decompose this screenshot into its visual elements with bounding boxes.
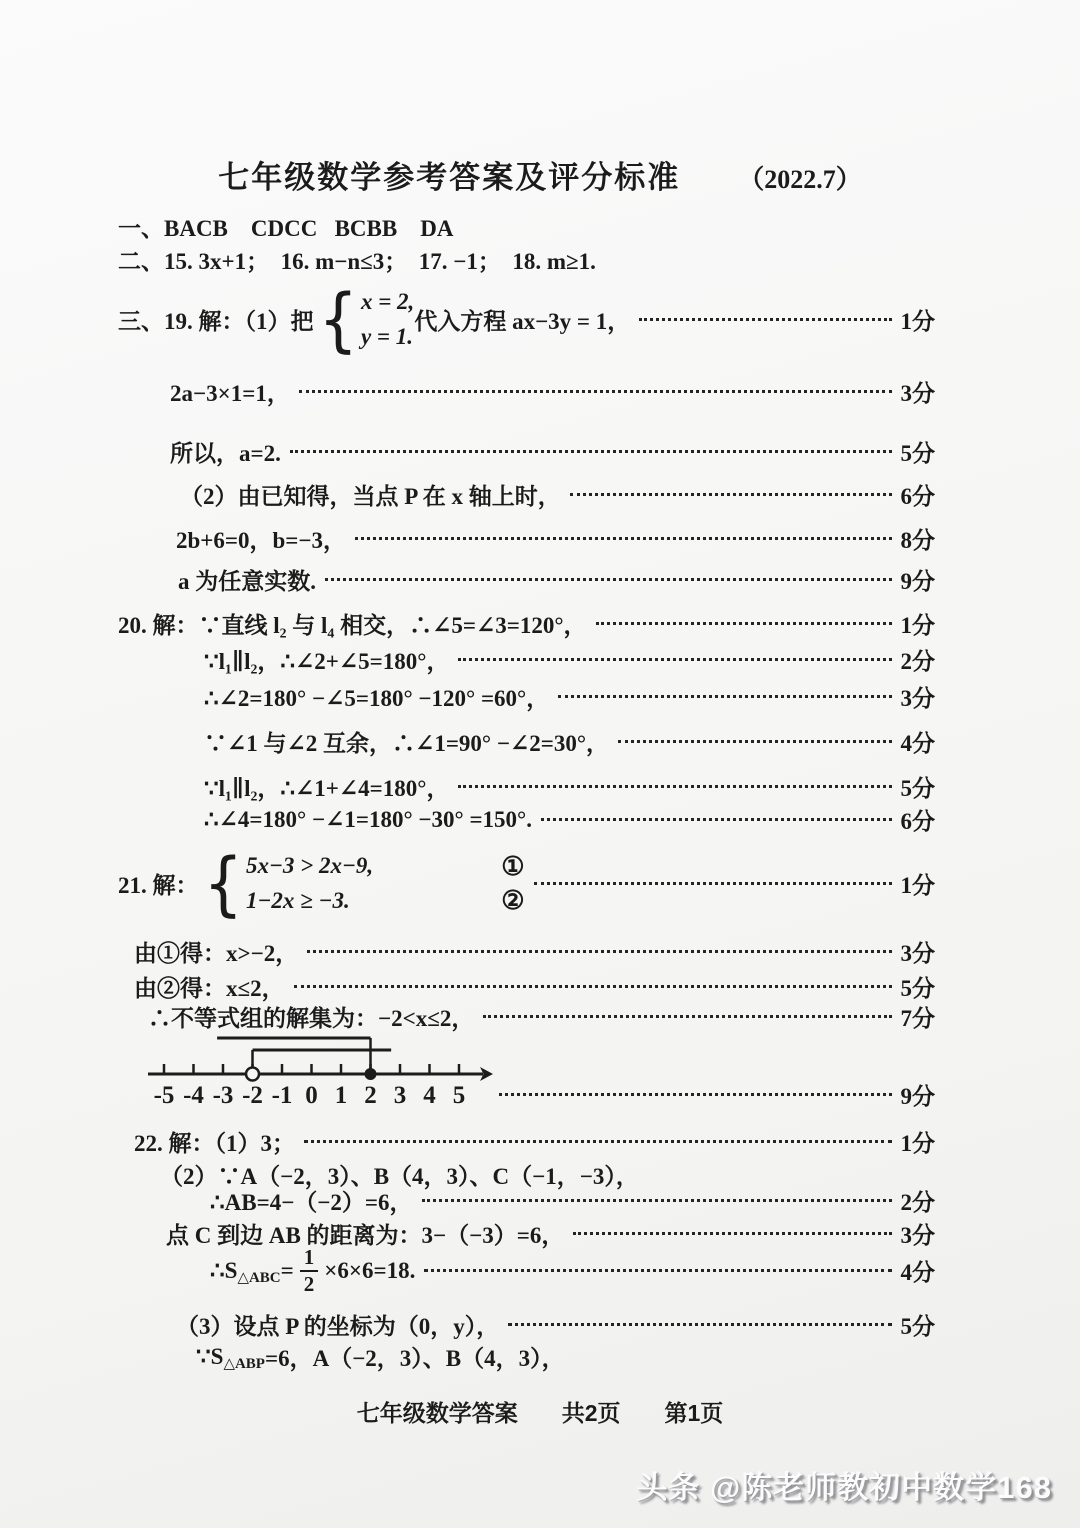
dotted-leader [573,1232,891,1235]
answer-text: ∴AB=4−（−2）=6， [210,1190,413,1215]
answer-text: （2）由已知得，当点 P 在 x 轴上时， [180,484,561,509]
dotted-leader [558,695,891,698]
dotted-leader [304,1140,892,1143]
svg-text:-4: -4 [183,1082,204,1109]
svg-text:0: 0 [305,1082,318,1109]
answer-text: 2b+6=0，b=−3， [176,528,347,553]
svg-text:-3: -3 [212,1082,234,1109]
q20-step4-row [118,725,935,758]
answer-text: ∵S [196,1343,224,1369]
dotted-leader [325,578,892,581]
answer-text: （3）设点 P 的坐标为（0，y）， [176,1314,500,1339]
footer-total-pages: 共2页 [561,1400,621,1426]
answer-text: ∵l₁∥l₂，∴∠1+∠4=180°， [204,776,450,801]
answer-text: ∴S [210,1257,238,1283]
answer-text: 三、19. 解：（1）把 [118,309,314,334]
dotted-leader [294,985,892,988]
dotted-leader [508,1323,891,1326]
q20-step3-row [118,680,935,713]
q20-step6-row [118,803,935,836]
dotted-leader [483,1015,891,1018]
score-label: 6分 [900,809,935,834]
score-label: 3分 [900,381,935,406]
answer-text: 代入方程 ax−3y = 1， [414,309,631,334]
score-label: 2分 [900,649,935,674]
q22-step1-row [118,1125,935,1158]
equation-numbers [501,850,524,918]
q22-part3-row [118,1308,935,1341]
footer-page-number: 第1页 [664,1400,724,1426]
score-label: 7分 [900,1006,935,1031]
q22-area-row [118,1246,935,1295]
answer-text: =6，A（−2，3）、B（4，3）， [264,1346,565,1371]
score-label: 4分 [900,1260,935,1286]
q19-step6-row [118,563,935,596]
dotted-leader [299,390,892,393]
svg-text:-1: -1 [271,1082,293,1109]
footer-title: 七年级数学答案 [356,1400,518,1426]
answer-text: a 为任意实数. [178,569,316,594]
equation-system [361,285,414,354]
dotted-leader [541,818,892,821]
answer-text: ∴∠2=180° −∠5=180° −120° =60°， [204,686,550,711]
title-row [0,152,1080,197]
q19-step2-row [118,375,935,408]
dotted-leader [570,493,892,496]
system-brace: { [318,278,358,360]
score-label: 9分 [900,1084,935,1109]
answer-text: 2a−3×1=1， [170,381,290,406]
score-label: 1分 [900,309,935,334]
answer-text: 由①得：x>−2， [134,941,299,966]
triangle-subscript: △ABC [237,1270,281,1287]
fraction-one-half [300,1246,319,1295]
answer-text: ∵l₁∥l₂，∴∠2+∠5=180°， [204,649,450,674]
answer-text: ∴∠4=180° −∠1=180° −30° =150°. [204,807,532,832]
dotted-leader [596,622,892,625]
q19-part2-row [118,478,935,511]
score-label: 8分 [900,528,935,553]
fill-in-answers-row [118,243,935,276]
q20-step1-row [118,607,935,640]
q21-step2-row [118,935,935,968]
exam-date: （2022.7） [738,165,862,194]
score-label: 9分 [900,569,935,594]
q19-step5-row [118,522,935,555]
svg-text:1: 1 [334,1082,348,1109]
dotted-leader [639,318,891,321]
fill-in-answers: 二、15. 3x+1； 16. m−n≤3； 17. −1； 18. m≥1. [118,249,596,274]
score-label: 1分 [900,613,935,638]
system-eq-bottom: y = 1. [360,323,414,349]
dotted-leader [458,785,891,788]
svg-text:3: 3 [393,1082,407,1109]
dotted-leader [499,1093,892,1096]
page-title: 七年级数学参考答案及评分标准 [218,160,681,195]
q21-step3-row [118,970,935,1003]
svg-text:2: 2 [364,1082,377,1109]
dotted-leader [458,658,891,661]
answer-text: 20. 解：∵直线 l₂ 与 l₄ 相交，∴∠5=∠3=120°， [118,613,587,638]
system-brace: { [203,842,243,924]
answer-text: ∴不等式组的解集为：−2<x≤2， [148,1006,475,1031]
dotted-leader [422,1199,892,1202]
svg-text:5: 5 [452,1082,466,1109]
fraction-numerator: 1 [300,1246,319,1272]
dotted-leader [355,537,891,540]
answer-text: （2）∵A（−2，3）、B（4，3）、C（−1，−3）， [160,1164,639,1189]
svg-text:-5: -5 [153,1082,175,1109]
numberline-score-row [490,1078,935,1111]
system-ineq-bottom: 1−2x ≥ −3. [245,887,350,913]
dotted-leader [424,1269,891,1272]
score-label: 6分 [900,484,935,509]
answer-text: ×6×6=18. [324,1257,416,1283]
score-label: 3分 [900,1223,935,1248]
inequality-system [246,849,373,918]
answer-text: 21. 解： [118,873,199,898]
dotted-leader [618,740,891,743]
score-label: 5分 [900,776,935,801]
dotted-leader [290,450,892,453]
number-line-diagram [146,1024,506,1118]
q19-step3-row [118,435,935,468]
circled-one: ① [501,851,525,881]
score-label: 3分 [900,941,935,966]
dotted-leader [534,882,892,885]
score-label: 4分 [900,731,935,756]
q19-step1-row [118,278,935,360]
page-footer [0,1395,1080,1428]
answer-text: 点 C 到边 AB 的距离为：3−（−3）=6， [166,1223,565,1248]
q21-system-row [118,842,935,924]
score-label: 1分 [900,1131,935,1156]
answer-text: 所以，a=2. [170,441,281,466]
svg-text:-2: -2 [242,1082,263,1109]
equals-sign: = [280,1257,294,1283]
q22-ab-row [118,1184,935,1217]
circled-two: ② [501,885,525,915]
answer-text: 22. 解：（1）3； [134,1131,295,1156]
score-label: 5分 [900,976,935,1001]
dotted-leader [307,950,891,953]
score-label: 5分 [900,441,935,466]
q20-step5-row [118,770,935,803]
fraction-denominator: 2 [303,1272,315,1297]
system-eq-top: x = 2, [360,289,415,314]
score-label: 2分 [900,1190,935,1215]
choice-answers-row [118,210,935,243]
score-label: 5分 [900,1314,935,1339]
watermark: 头条 @陈老师教初中数学168 [636,1470,1052,1505]
choice-answers: 一、BACB CDCC BCBB DA [118,216,454,241]
answer-text: ∵∠1 与∠2 互余，∴∠1=90° −∠2=30°， [204,731,610,756]
score-label: 1分 [900,873,935,898]
triangle-subscript: △ABP [223,1356,265,1372]
system-ineq-top: 5x−3 > 2x−9, [245,853,374,878]
q20-step2-row [118,643,935,676]
q22-sabp-row [118,1340,935,1373]
answer-text: 由②得：x≤2， [134,976,285,1001]
score-label: 3分 [900,686,935,711]
svg-text:4: 4 [423,1082,436,1109]
